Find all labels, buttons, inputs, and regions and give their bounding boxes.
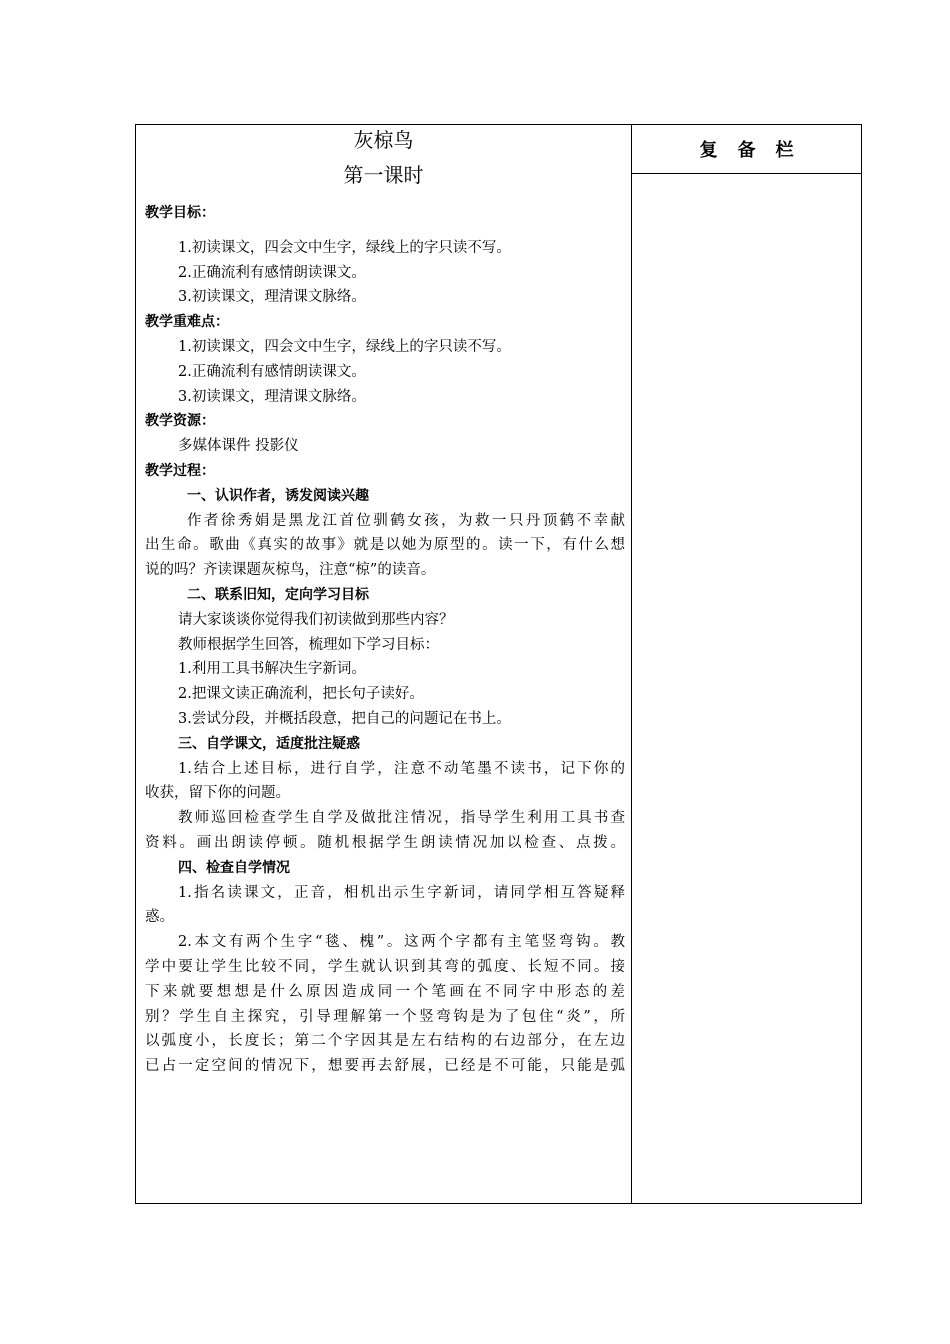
paragraph-line: 别？学生自主探究，引导理解第一个竖弯钩是为了包住“炎”，所	[145, 1008, 625, 1025]
goal-item: 3.初读课文，理清课文脉络。	[178, 289, 366, 306]
resources-text: 多媒体课件 投影仪	[178, 438, 299, 455]
paragraph-line: 收获，留下你的问题。	[145, 785, 290, 802]
goal-item: 2.正确流利有感情朗读课文。	[178, 264, 366, 281]
key-point-item: 2.正确流利有感情朗读课文。	[178, 363, 366, 380]
step1-title: 一、认识作者，诱发阅读兴趣	[187, 487, 369, 504]
resources-heading: 教学资源：	[145, 413, 215, 430]
step2-title: 二、联系旧知，定向学习目标	[187, 586, 369, 603]
process-heading: 教学过程：	[145, 462, 215, 479]
lesson-body	[145, 201, 625, 1079]
paragraph-line: 惑。	[145, 909, 174, 926]
paragraph-line: 2.本文有两个生字“毯、槐”。这两个字都有主笔竖弯钩。教	[178, 934, 625, 951]
key-point-item: 3.初读课文，理清课文脉络。	[178, 388, 366, 405]
paragraph-line: 1.结合上述目标，进行自学，注意不动笔墨不读书，记下你的	[178, 760, 625, 777]
step3-title: 三、自学课文，适度批注疑惑	[178, 735, 360, 752]
paragraph-line: 下来就要想想是什么原因造成同一个笔画在不同字中形态的差	[145, 983, 625, 1000]
paragraph-line: 教师根据学生回答，梳理如下学习目标：	[178, 636, 439, 653]
paragraph-line: 请大家谈谈你觉得我们初读做到那些内容？	[178, 611, 454, 628]
goals-heading: 教学目标：	[145, 205, 215, 221]
key-point-item: 1.初读课文，四会文中生字，绿线上的字只读不写。	[178, 338, 511, 355]
review-column	[632, 125, 861, 1203]
goal-item: 1.初读课文，四会文中生字，绿线上的字只读不写。	[178, 239, 511, 256]
paragraph-line: 出生命。歌曲《真实的故事》就是以她为原型的。读一下，有什么想	[145, 537, 625, 554]
lesson-subtitle: 第一课时	[343, 163, 424, 187]
paragraph-line: 说的吗？齐读课题灰椋鸟，注意“椋”的读音。	[145, 562, 436, 579]
review-column-header: 复备栏	[632, 125, 861, 174]
paragraph-line: 1.指名读课文，正音，相机出示生字新词，请同学相互答疑释	[178, 884, 625, 901]
key-points-heading: 教学重难点：	[145, 314, 229, 331]
paragraph-line: 3.尝试分段，并概括段意，把自己的问题记在书上。	[178, 710, 511, 727]
lesson-title: 灰椋鸟	[353, 128, 414, 152]
paragraph-line: 已占一定空间的情况下，想要再去舒展，已经是不可能，只能是弧	[145, 1058, 625, 1075]
paragraph-line: 2.把课文读正确流利，把长句子读好。	[178, 686, 424, 703]
lesson-table	[135, 124, 862, 1204]
paragraph-line: 以弧度小，长度长；第二个字因其是左右结构的右边部分，在左边	[145, 1033, 625, 1050]
paragraph-line: 作者徐秀娟是黑龙江首位驯鹤女孩，为救一只丹顶鹤不幸献	[187, 512, 625, 529]
step4-title: 四、检查自学情况	[178, 859, 290, 876]
paragraph-line: 学中要让学生比较不同，学生就认识到其弯的弧度、长短不同。接	[145, 958, 625, 975]
paragraph-line: 资料。画出朗读停顿。随机根据学生朗读情况加以检查、点拨。	[145, 834, 625, 851]
paragraph-line: 1.利用工具书解决生字新词。	[178, 661, 366, 678]
paragraph-line: 教师巡回检查学生自学及做批注情况，指导学生利用工具书查	[178, 810, 625, 827]
lesson-content-column	[136, 125, 632, 1203]
